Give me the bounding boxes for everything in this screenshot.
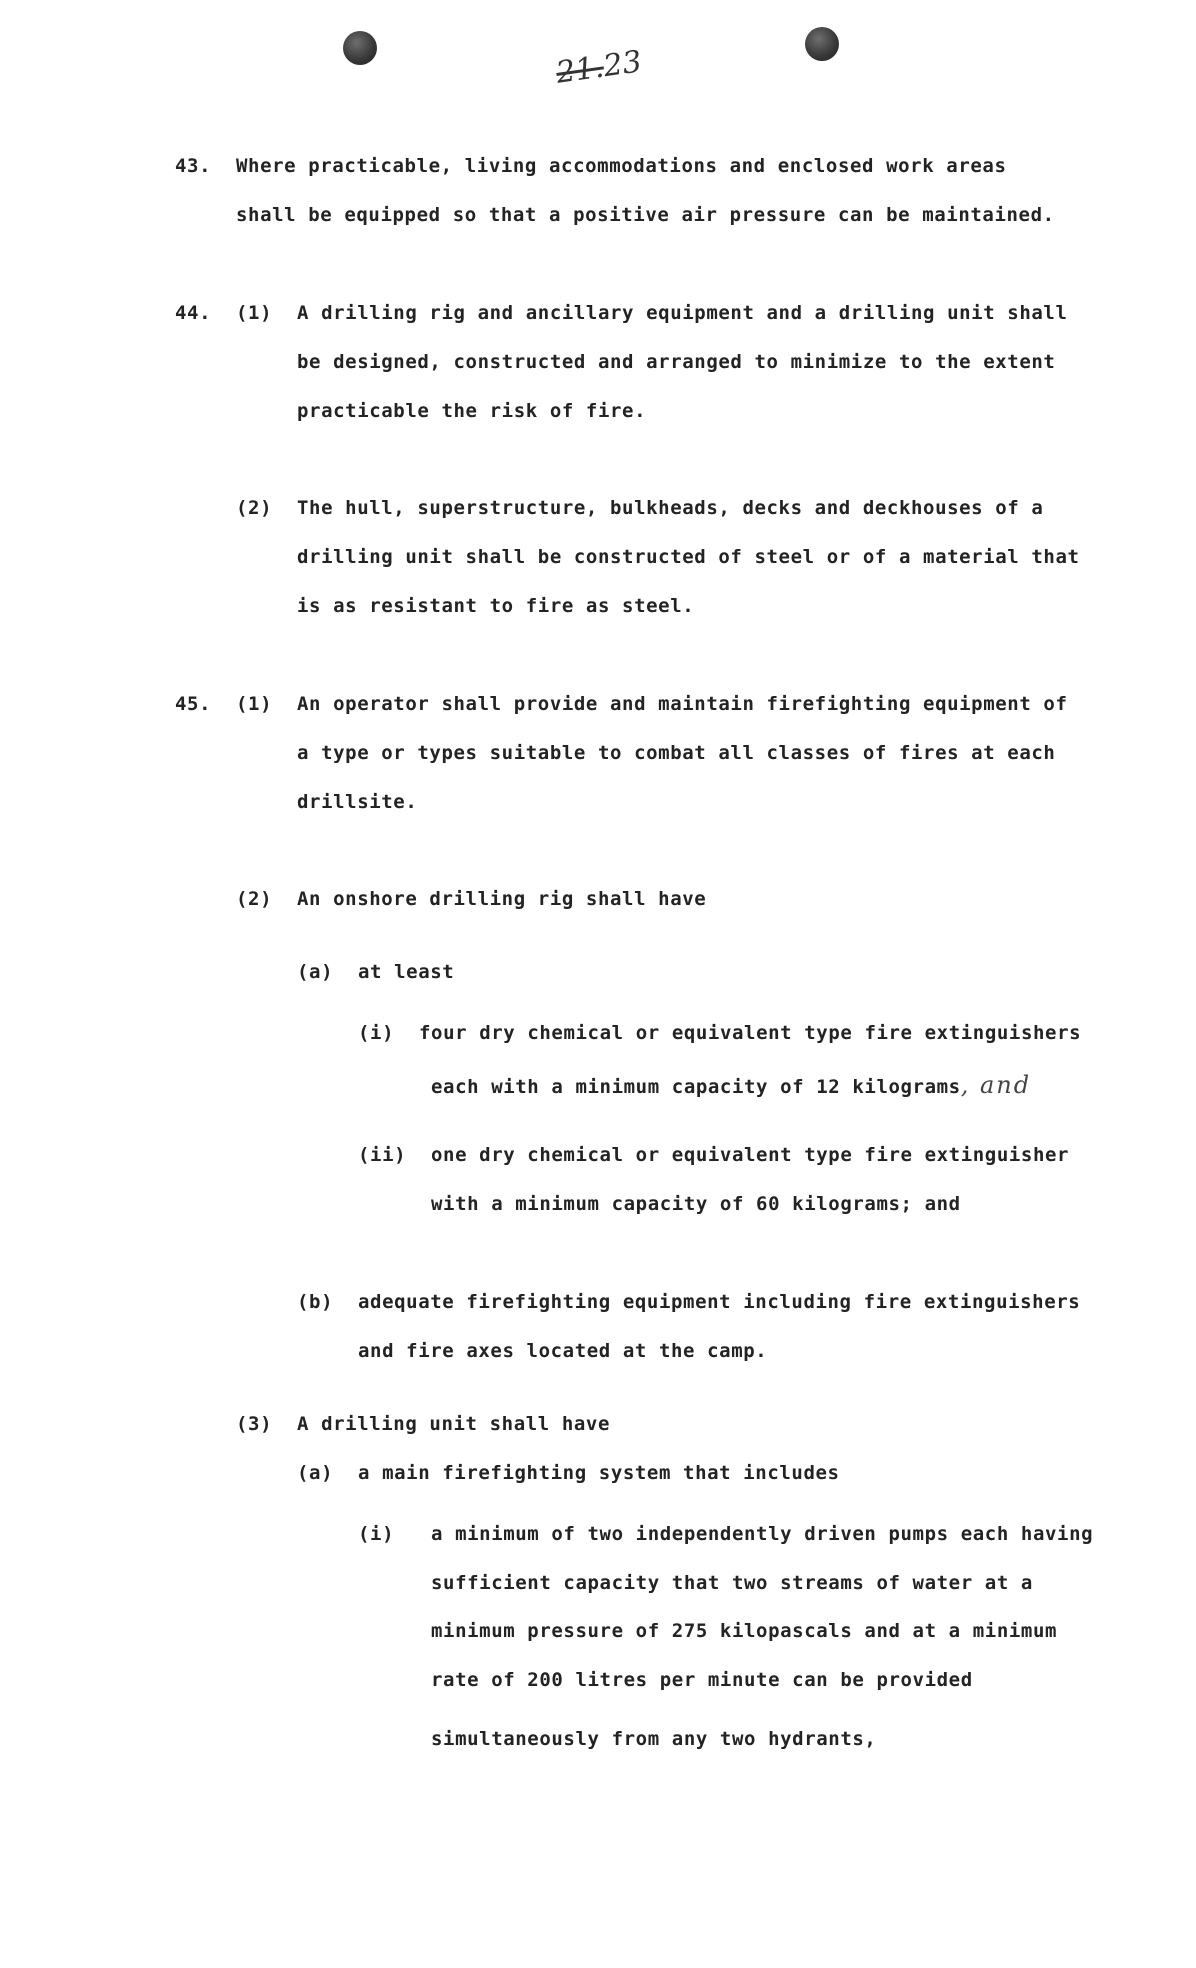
subsection-45-1-line: An operator shall provide and maintain firefighting equipment of	[297, 693, 1068, 715]
subsection-45-3-marker: (3)	[236, 1413, 273, 1435]
subparagraph-45-2-a-i-line-text: each with a minimum capacity of 12 kilograms	[431, 1076, 961, 1098]
subparagraph-45-2-a-ii-line: one dry chemical or equivalent type fire extinguisher	[431, 1144, 1070, 1166]
paragraph-45-3-a-marker: (a)	[297, 1462, 334, 1484]
subsection-44-2-line: is as resistant to fire as steel.	[297, 595, 695, 617]
section-43-line: shall be equipped so that a positive air pressure can be maintained.	[236, 204, 1055, 226]
subsection-44-1-line: A drilling rig and ancillary equipment and a drilling unit shall	[297, 302, 1068, 324]
section-45-number: 45.	[175, 693, 212, 715]
section-44-number: 44.	[175, 302, 212, 324]
punch-hole-right	[805, 27, 839, 61]
subparagraph-45-2-a-i-line: four dry chemical or equivalent type fire extinguishers	[419, 1022, 1082, 1044]
subparagraph-45-3-a-i-line: simultaneously from any two hydrants,	[431, 1728, 877, 1750]
subsection-45-2-text: An onshore drilling rig shall have	[297, 888, 707, 910]
subsection-45-1-line: a type or types suitable to combat all classes of fires at each	[297, 742, 1056, 764]
section-43-line: Where practicable, living accommodations and enclosed work areas	[236, 155, 1007, 177]
subparagraph-45-3-a-i-line: minimum pressure of 275 kilopascals and at a minimum	[431, 1620, 1058, 1642]
subparagraph-45-2-a-i-line	[431, 1071, 1031, 1099]
paragraph-45-3-a-text: a main firefighting system that includes	[358, 1462, 840, 1484]
handwritten-page-number: 23	[601, 44, 644, 85]
handwritten-insertion: , and	[960, 1071, 1032, 1099]
punch-hole-left	[343, 31, 377, 65]
paragraph-45-2-b-line: adequate firefighting equipment including fire extinguishers	[358, 1291, 1081, 1313]
subsection-44-1-line: be designed, constructed and arranged to minimize to the extent	[297, 351, 1056, 373]
section-43-number: 43.	[175, 155, 212, 177]
subsection-44-2-line: The hull, superstructure, bulkheads, decks and deckhouses of a	[297, 497, 1044, 519]
subsection-44-2-line: drilling unit shall be constructed of steel or of a material that	[297, 546, 1080, 568]
subparagraph-45-3-a-i-line: a minimum of two independently driven pumps each having	[431, 1523, 1094, 1545]
subsection-45-3-text: A drilling unit shall have	[297, 1413, 611, 1435]
subsection-44-1-line: practicable the risk of fire.	[297, 400, 647, 422]
subparagraph-45-2-a-ii-line: with a minimum capacity of 60 kilograms; and	[431, 1193, 961, 1215]
struck-page-number: 21.	[553, 49, 607, 91]
paragraph-45-2-a-marker: (a)	[297, 961, 334, 983]
subparagraph-45-3-a-i-marker: (i)	[358, 1523, 395, 1545]
subsection-44-1-marker: (1)	[236, 302, 273, 324]
paragraph-45-2-b-marker: (b)	[297, 1291, 334, 1313]
paragraph-45-2-a-text: at least	[358, 961, 455, 983]
subsection-45-2-marker: (2)	[236, 888, 273, 910]
subparagraph-45-3-a-i-line: rate of 200 litres per minute can be provided	[431, 1669, 973, 1691]
page-number	[554, 44, 644, 91]
subsection-44-2-marker: (2)	[236, 497, 273, 519]
subparagraph-45-2-a-i-marker: (i)	[358, 1022, 395, 1044]
subparagraph-45-3-a-i-line: sufficient capacity that two streams of water at a	[431, 1572, 1033, 1594]
subparagraph-45-2-a-ii-marker: (ii)	[358, 1144, 407, 1166]
subsection-45-1-marker: (1)	[236, 693, 273, 715]
paragraph-45-2-b-line: and fire axes located at the camp.	[358, 1340, 768, 1362]
subsection-45-1-line: drillsite.	[297, 791, 418, 813]
